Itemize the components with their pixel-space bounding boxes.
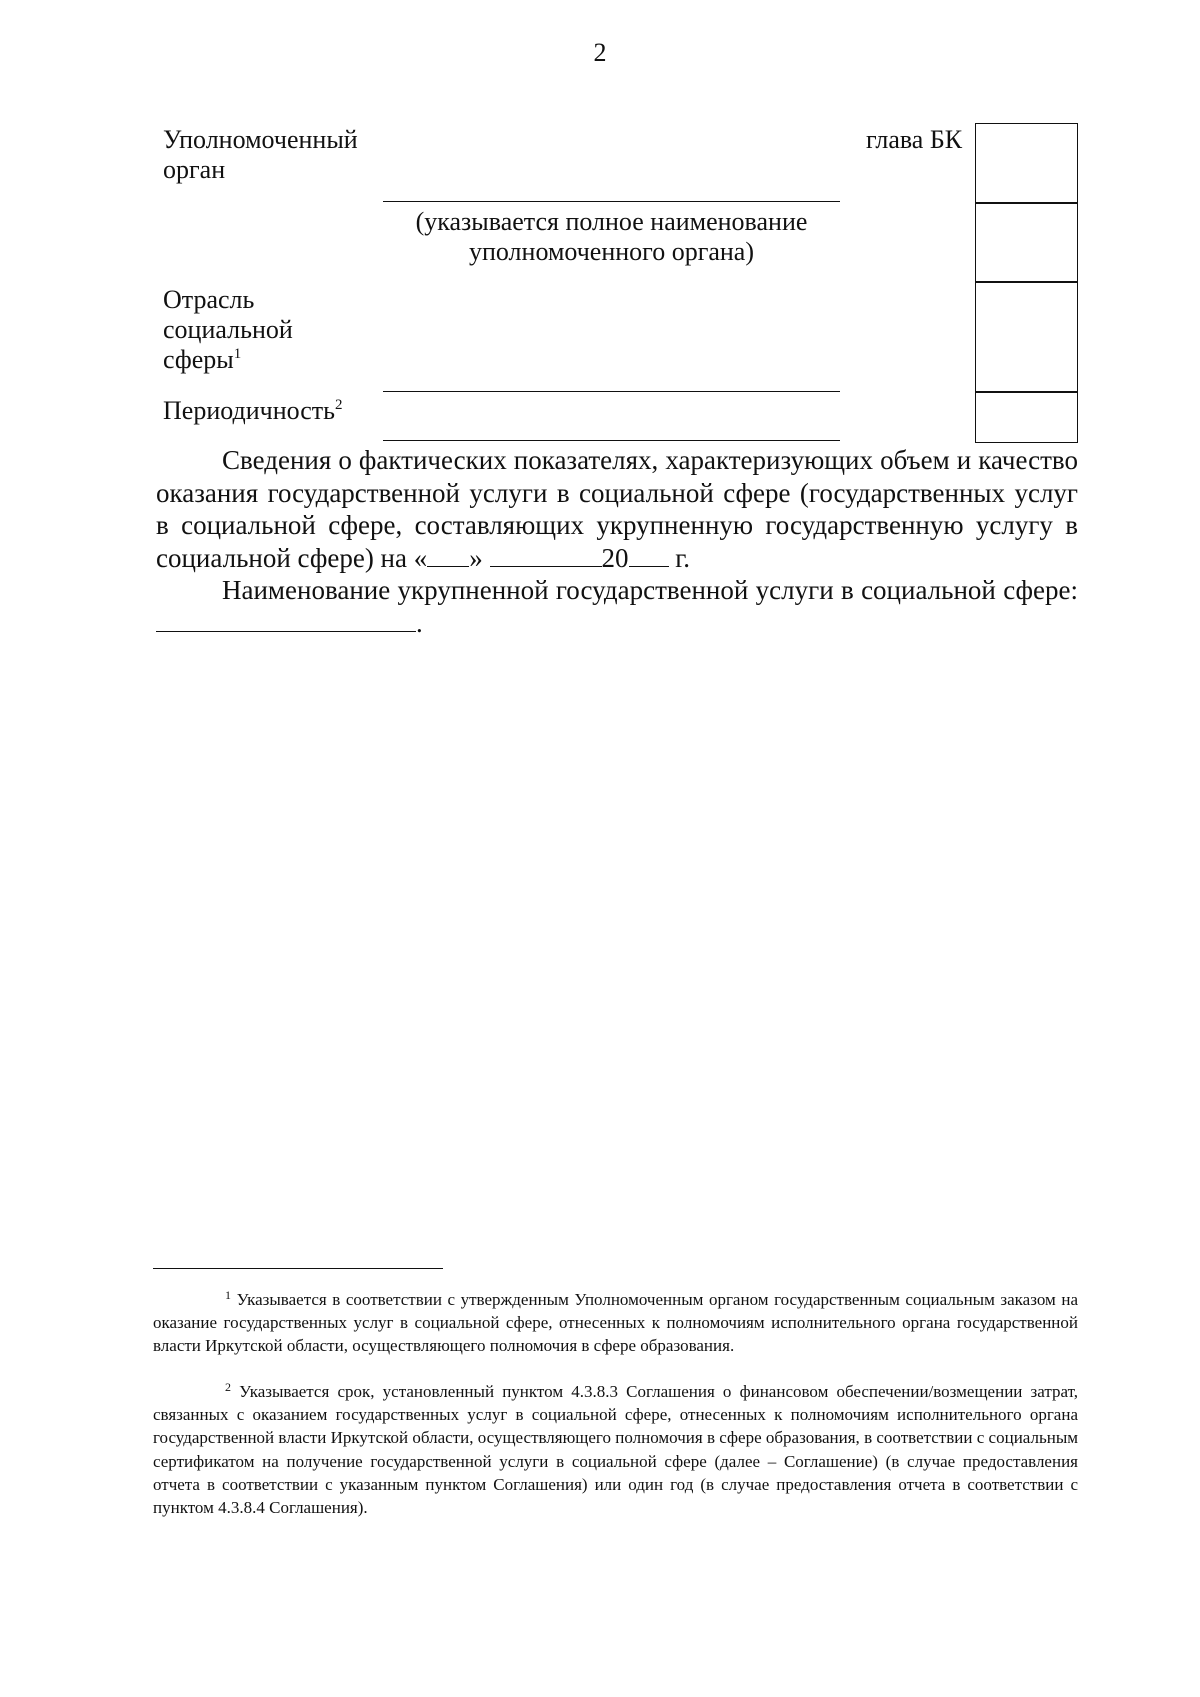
- month-blank: [490, 544, 602, 567]
- footnote-2: [153, 1380, 1078, 1519]
- year-blank: [629, 544, 669, 567]
- branch-footnote-mark: 1: [233, 346, 242, 362]
- day-blank: [427, 544, 469, 567]
- periodicity-footnote-mark: 2: [335, 397, 343, 413]
- year-suffix: г.: [668, 542, 691, 573]
- footnote-separator: [153, 1268, 443, 1269]
- code-box-chapter: [975, 123, 1078, 204]
- service-name-text: Наименование укрупненной государственной услуги в социальной сфере:: [222, 575, 1078, 605]
- authorized-body-label: Уполномоченный орган: [163, 125, 358, 184]
- budget-code-chapter-label: глава БК: [866, 125, 963, 154]
- page-number: 2: [593, 38, 607, 67]
- branch-label-text: Отрасль социальной сферы: [163, 285, 293, 374]
- periodicity-label: [163, 396, 343, 426]
- footnote-2-mark: 2: [225, 1380, 231, 1394]
- year-prefix: 20: [601, 542, 629, 573]
- periodicity-fill-line: [383, 440, 840, 441]
- quote-close: »: [469, 542, 483, 573]
- footnote-1: [153, 1288, 1078, 1358]
- report-title-text: Сведения о фактических показателях, характеризующих объем и качество оказания государственной услуги в социальной сфере (государственных услуг в социальной сфере, составляющих укрупненную государственную услугу в социальной сфере) на «: [156, 445, 1078, 573]
- code-box-periodicity: [975, 391, 1078, 443]
- report-title-paragraph: [156, 444, 1078, 574]
- branch-fill-line: [383, 391, 840, 392]
- code-box-branch: [975, 281, 1078, 393]
- footnote-1-mark: 1: [225, 1288, 231, 1302]
- branch-label: [163, 285, 363, 375]
- service-name-paragraph: [156, 574, 1078, 639]
- footnote-2-text: Указывается срок, установленный пунктом 4.3.8.3 Соглашения о финансовом обеспечении/возмещении затрат, связанных с оказанием государственных услуг в социальной сфере, отнесенных к полномочиям исполнительного органа государственной власти Иркутской области, осуществляющего полномочия в сфере образования, в соответствии с социальным сертификатом на получение государственной услуги в социальной сфере (далее – Соглашение) (в случае предоставления отчета в соответствии с указанным пунктом Соглашения) или один год (в случае предоставления отчета в соответствии с пунктом 4.3.8.4 Соглашения).: [153, 1382, 1079, 1518]
- code-box-authorized-body: [975, 202, 1078, 283]
- service-name-blank: [156, 609, 416, 632]
- authorized-body-fill-line: [383, 201, 840, 202]
- footnote-1-text: Указывается в соответствии с утвержденным Уполномоченным органом государственным социальным заказом на оказание государственных услуг в социальной сфере, отнесенных к полномочиям исполнительного органа государственной власти Иркутской области, осуществляющего полномочия в сфере образования.: [153, 1290, 1078, 1356]
- authorized-body-hint: (указывается полное наименование уполномоченного органа): [415, 207, 808, 266]
- periodicity-label-text: Периодичность: [163, 396, 336, 425]
- service-name-end: .: [416, 607, 423, 638]
